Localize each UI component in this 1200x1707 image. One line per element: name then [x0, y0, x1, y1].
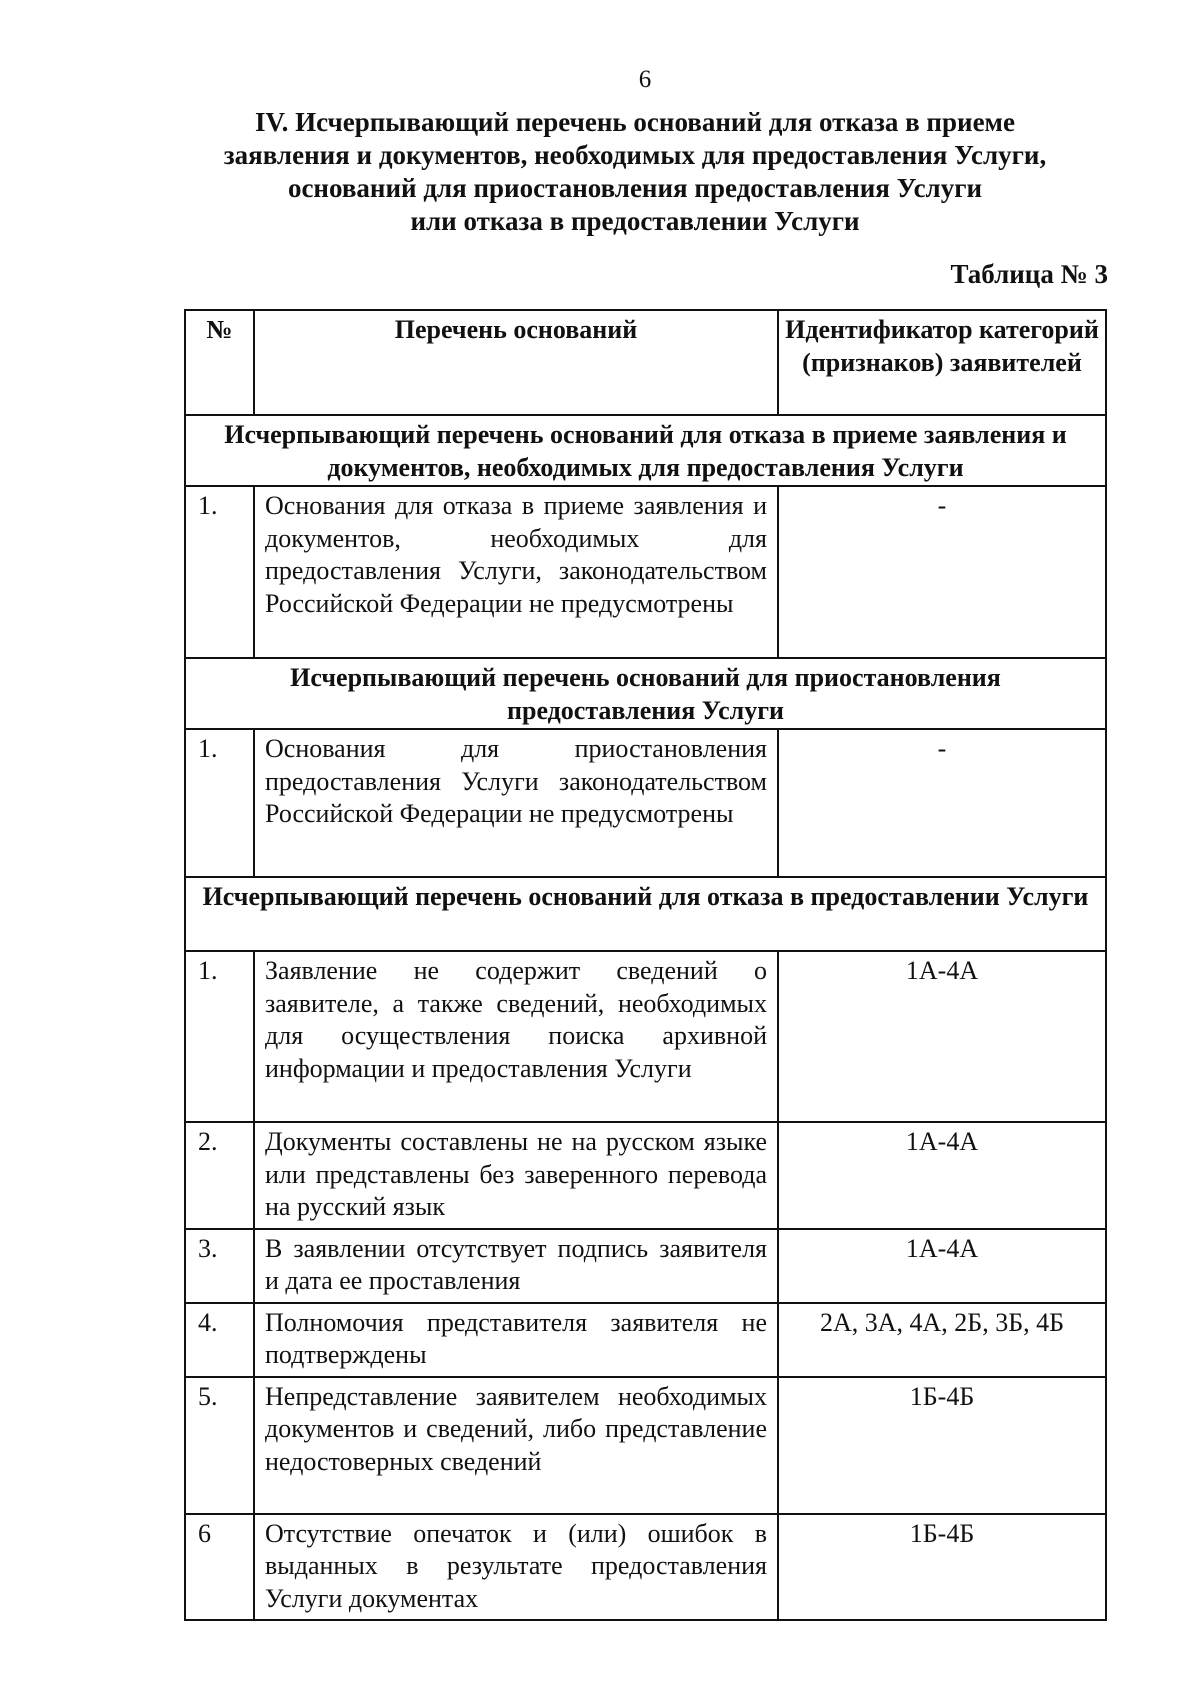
table-header-row [185, 310, 1106, 415]
row-reason: Документы составлены не на русском языке или представлены без заверенного перевода на русский язык [254, 1122, 778, 1229]
row-number: 6 [185, 1514, 254, 1621]
table-caption: Таблица № 3 [950, 259, 1108, 289]
row-number: 3. [185, 1229, 254, 1303]
table-row [185, 486, 1106, 658]
page-number: 6 [638, 66, 652, 93]
section-row [185, 415, 1106, 486]
row-identifier: - [778, 486, 1106, 658]
row-reason: В заявлении отсутствует подпись заявителя и дата ее проставления [254, 1229, 778, 1303]
section-title: Исчерпывающий перечень оснований для отказа в предоставлении Услуги [185, 877, 1106, 951]
heading-line: заявления и документов, необходимых для предоставления Услуги, [223, 140, 1047, 170]
header-num: № [185, 310, 254, 415]
table-row [185, 1377, 1106, 1514]
row-identifier: 1Б-4Б [778, 1377, 1106, 1514]
row-identifier: 1А-4А [778, 951, 1106, 1122]
table-row [185, 1514, 1106, 1621]
row-reason: Основания для приостановления предоставления Услуги законодательством Российской Федерации не предусмотрены [254, 729, 778, 877]
grounds-table [184, 309, 1107, 1621]
row-number: 5. [185, 1377, 254, 1514]
section-heading [180, 106, 1090, 238]
row-reason: Полномочия представителя заявителя не подтверждены [254, 1303, 778, 1377]
heading-line: IV. Исчерпывающий перечень оснований для отказа в приеме [255, 107, 1015, 137]
row-number: 1. [185, 729, 254, 877]
table-row [185, 1229, 1106, 1303]
row-identifier: 1Б-4Б [778, 1514, 1106, 1621]
row-number: 1. [185, 486, 254, 658]
row-reason: Заявление не содержит сведений о заявителе, а также сведений, необходимых для осуществления поиска архивной информации и предоставления Услуги [254, 951, 778, 1122]
table-row [185, 1303, 1106, 1377]
row-identifier: 2А, 3А, 4А, 2Б, 3Б, 4Б [778, 1303, 1106, 1377]
section-row [185, 658, 1106, 729]
section-title: Исчерпывающий перечень оснований для приостановления предоставления Услуги [185, 658, 1106, 729]
table-row [185, 1122, 1106, 1229]
header-reasons: Перечень оснований [254, 310, 778, 415]
row-identifier: 1А-4А [778, 1122, 1106, 1229]
section-row [185, 877, 1106, 951]
row-number: 2. [185, 1122, 254, 1229]
row-reason: Основания для отказа в приеме заявления и документов, необходимых для предоставления Услуги, законодательством Российской Федерации не предусмотрены [254, 486, 778, 658]
heading-line: или отказа в предоставлении Услуги [410, 206, 860, 236]
header-identifier: Идентификатор категорий (признаков) заявителей [778, 310, 1106, 415]
row-reason: Отсутствие опечаток и (или) ошибок в выданных в результате предоставления Услуги документах [254, 1514, 778, 1621]
section-title: Исчерпывающий перечень оснований для отказа в приеме заявления и документов, необходимых для предоставления Услуги [185, 415, 1106, 486]
row-identifier: - [778, 729, 1106, 877]
row-number: 1. [185, 951, 254, 1122]
heading-line: оснований для приостановления предоставления Услуги [287, 173, 983, 203]
table-row [185, 951, 1106, 1122]
table-row [185, 729, 1106, 877]
row-reason: Непредставление заявителем необходимых документов и сведений, либо представление недостоверных сведений [254, 1377, 778, 1514]
row-identifier: 1А-4А [778, 1229, 1106, 1303]
row-number: 4. [185, 1303, 254, 1377]
